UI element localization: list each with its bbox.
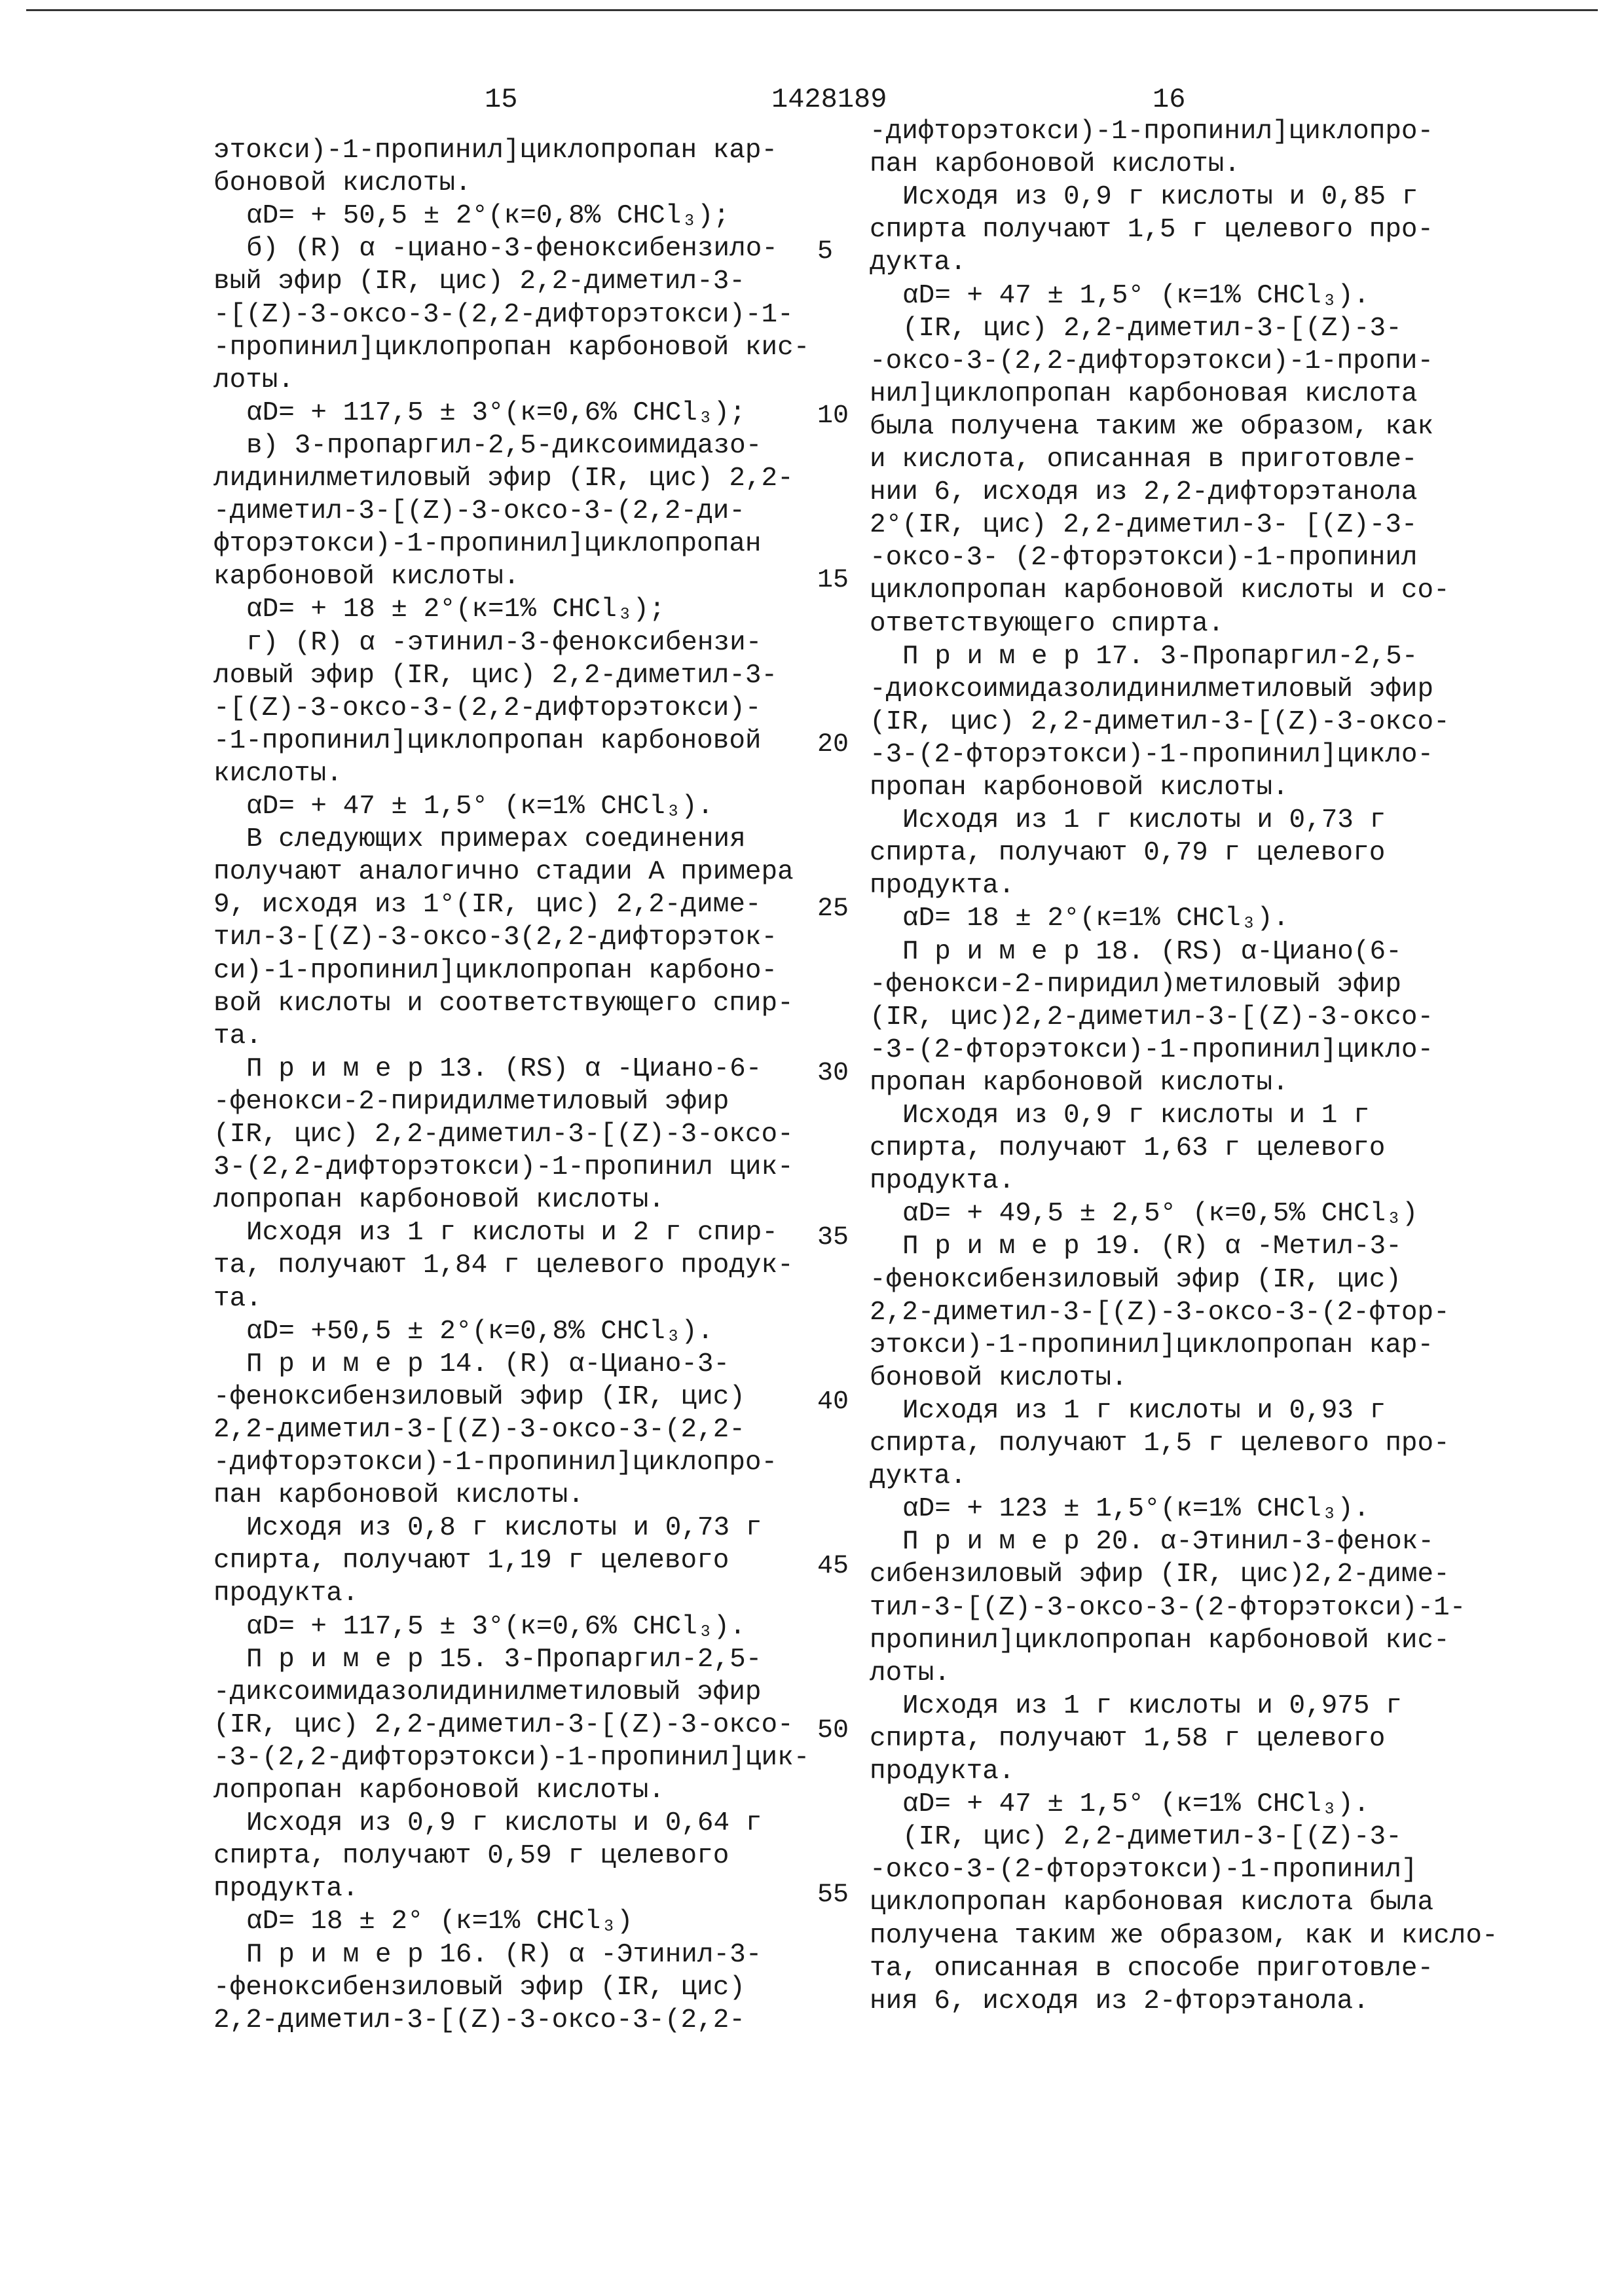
text-line: -1-пропинил]циклопропан карбоновой xyxy=(213,725,762,757)
text-line: ловый эфир (IR, цис) 2,2-диметил-3- xyxy=(213,659,777,692)
text-line: -диксоимидазолидинилметиловый эфир xyxy=(213,1676,762,1709)
text-line: -оксо-3- (2-фторэтокси)-1-пропинил xyxy=(870,541,1418,574)
text-line: была получена таким же образом, как xyxy=(870,410,1433,443)
text-line: та. xyxy=(213,1020,262,1053)
text-line: этокси)-1-пропинил]циклопропан кар- xyxy=(213,134,777,167)
text-line: та, получают 1,84 г целевого продук- xyxy=(213,1249,794,1282)
text-line: спирта, получают 1,58 г целевого xyxy=(870,1722,1385,1755)
text-line: пропинил]циклопропан карбоновой кис- xyxy=(870,1624,1450,1657)
text-line: αD= + 117,5 ± 3°(к=0,6% CHCl₃). xyxy=(246,1611,746,1643)
top-border xyxy=(26,9,1598,11)
text-line: αD= 18 ± 2°(к=1% CHCl₃). xyxy=(902,902,1289,935)
text-line: тил-3-[(Z)-3-оксо-3-(2-фторэтокси)-1- xyxy=(870,1592,1466,1624)
text-line: в) 3-пропаргил-2,5-диксоимидазо- xyxy=(246,429,762,462)
text-line: спирта, получают 1,19 г целевого xyxy=(213,1544,729,1577)
text-line: тил-3-[(Z)-3-оксо-3(2,2-дифторэток- xyxy=(213,921,777,954)
line-number: 25 xyxy=(817,894,849,924)
line-number: 55 xyxy=(817,1880,849,1910)
text-line: (IR, цис) 2,2-диметил-3-[(Z)-3-оксо- xyxy=(213,1709,794,1741)
text-line: вый эфир (IR, цис) 2,2-диметил-3- xyxy=(213,265,745,298)
text-line: 2°(IR, цис) 2,2-диметил-3- [(Z)-3- xyxy=(870,509,1418,541)
text-line: пропан карбоновой кислоты. xyxy=(870,1066,1289,1099)
text-line: пан карбоновой кислоты. xyxy=(870,148,1240,181)
text-line: 3-(2,2-дифторэтокси)-1-пропинил цик- xyxy=(213,1151,794,1184)
text-line: и кислота, описанная в приготовле- xyxy=(870,443,1418,476)
text-line: та, описанная в способе приготовле- xyxy=(870,1952,1433,1985)
text-line: нил]циклопропан карбоновая кислота xyxy=(870,378,1418,410)
text-line: Исходя из 1 г кислоты и 0,73 г xyxy=(902,804,1386,837)
line-number: 35 xyxy=(817,1223,849,1252)
text-line: карбоновой кислоты. xyxy=(213,560,519,593)
text-line: -3-(2,2-дифторэтокси)-1-пропинил]цик- xyxy=(213,1741,809,1774)
line-number: 15 xyxy=(817,566,849,595)
text-line: продукта. xyxy=(870,1165,1014,1197)
text-line: продукта. xyxy=(870,1755,1014,1788)
text-line: П р и м е р 17. 3-Пропаргил-2,5- xyxy=(902,640,1418,673)
text-line: αD= + 47 ± 1,5° (к=1% CHCl₃). xyxy=(246,790,714,823)
text-line: фторэтокси)-1-пропинил]циклопропан xyxy=(213,528,762,560)
text-line: 2,2-диметил-3-[(Z)-3-оксо-3-(2,2- xyxy=(213,2004,745,2037)
text-line: Исходя из 0,9 г кислоты и 0,64 г xyxy=(246,1807,762,1840)
text-line: лоты. xyxy=(870,1657,950,1690)
text-line: -оксо-3-(2,2-дифторэтокси)-1-пропи- xyxy=(870,345,1433,378)
text-line: Исходя из 1 г кислоты и 0,93 г xyxy=(902,1394,1386,1427)
text-line: та. xyxy=(213,1283,262,1315)
text-line: спирта, получают 0,79 г целевого xyxy=(870,837,1385,869)
page-number-left: 15 xyxy=(485,84,517,115)
text-line: продукта. xyxy=(213,1872,358,1905)
text-line: лоты. xyxy=(213,364,294,397)
text-line: вой кислоты и соответствующего спир- xyxy=(213,987,794,1020)
line-number: 5 xyxy=(817,237,833,266)
text-line: 9, исходя из 1°(IR, цис) 2,2-диме- xyxy=(213,888,762,921)
text-line: -диоксоимидазолидинилметиловый эфир xyxy=(870,673,1433,706)
text-line: αD= + 117,5 ± 3°(к=0,6% CHCl₃); xyxy=(246,397,746,429)
text-line: дукта. xyxy=(870,246,967,279)
text-line: этокси)-1-пропинил]циклопропан кар- xyxy=(870,1329,1433,1362)
text-line: -3-(2-фторэтокси)-1-пропинил]цикло- xyxy=(870,1034,1433,1066)
text-line: сибензиловый эфир (IR, цис)2,2-диме- xyxy=(870,1558,1450,1591)
text-line: спирта, получают 1,5 г целевого про- xyxy=(870,1427,1450,1460)
line-number: 10 xyxy=(817,401,849,431)
text-line: боновой кислоты. xyxy=(213,167,471,200)
text-line: (IR, цис) 2,2-диметил-3-[(Z)-3-оксо- xyxy=(870,706,1450,738)
text-line: αD= + 47 ± 1,5° (к=1% CHCl₃). xyxy=(902,280,1370,312)
text-line: -пропинил]циклопропан карбоновой кис- xyxy=(213,331,809,364)
text-line: Исходя из 0,9 г кислоты и 0,85 г xyxy=(902,181,1418,213)
text-line: лидинилметиловый эфир (IR, цис) 2,2- xyxy=(213,462,794,495)
text-line: αD= +50,5 ± 2°(к=0,8% CHCl₃). xyxy=(246,1315,714,1348)
text-line: αD= + 123 ± 1,5°(к=1% CHCl₃). xyxy=(902,1493,1370,1525)
text-line: г) (R) α -этинил-3-феноксибензи- xyxy=(246,627,762,659)
text-line: -дифторэтокси)-1-пропинил]циклопро- xyxy=(213,1446,777,1479)
text-line: П р и м е р 19. (R) α -Метил-3- xyxy=(902,1230,1402,1263)
text-line: -оксо-3-(2-фторэтокси)-1-пропинил] xyxy=(870,1853,1418,1886)
text-line: -[(Z)-3-оксо-3-(2,2-дифторэтокси)- xyxy=(213,692,762,725)
text-line: продукта. xyxy=(870,869,1014,902)
text-line: кислоты. xyxy=(213,757,342,790)
text-line: спирта, получают 0,59 г целевого xyxy=(213,1840,729,1872)
text-line: получают аналогично стадии А примера xyxy=(213,856,794,888)
text-line: дукта. xyxy=(870,1460,967,1493)
text-line: П р и м е р 15. 3-Пропаргил-2,5- xyxy=(246,1643,762,1676)
text-line: 2,2-диметил-3-[(Z)-3-оксо-3-(2-фтор- xyxy=(870,1296,1450,1329)
text-line: П р и м е р 14. (R) α-Циано-3- xyxy=(246,1348,729,1381)
text-line: ответствующего спирта. xyxy=(870,608,1224,640)
text-line: αD= 18 ± 2° (к=1% CHCl₃) xyxy=(246,1905,633,1938)
line-number: 50 xyxy=(817,1716,849,1745)
line-number: 40 xyxy=(817,1387,849,1417)
text-line: циклопропан карбоновой кислоты и со- xyxy=(870,574,1450,607)
text-line: -дифторэтокси)-1-пропинил]циклопро- xyxy=(870,115,1433,148)
text-line: спирта, получают 1,63 г целевого xyxy=(870,1132,1385,1165)
text-line: лопропан карбоновой кислоты. xyxy=(213,1184,665,1216)
text-line: продукта. xyxy=(213,1577,358,1610)
text-line: -3-(2-фторэтокси)-1-пропинил]цикло- xyxy=(870,738,1433,771)
text-line: нии 6, исходя из 2,2-дифторэтанола xyxy=(870,476,1418,509)
text-line: -феноксибензиловый эфир (IR, цис) xyxy=(213,1971,745,2004)
text-line: -феноксибензиловый эфир (IR, цис) xyxy=(213,1381,745,1413)
line-number: 45 xyxy=(817,1552,849,1581)
text-line: αD= + 49,5 ± 2,5° (к=0,5% CHCl₃) xyxy=(902,1197,1418,1230)
text-line: -фенокси-2-пиридилметиловый эфир xyxy=(213,1085,729,1118)
line-number: 20 xyxy=(817,730,849,759)
text-line: П р и м е р 20. α-Этинил-3-фенок- xyxy=(902,1525,1434,1558)
text-line: Исходя из 1 г кислоты и 2 г спир- xyxy=(246,1216,778,1249)
text-line: пан карбоновой кислоты. xyxy=(213,1479,584,1512)
text-line: -фенокси-2-пиридил)метиловый эфир xyxy=(870,968,1401,1001)
text-line: -феноксибензиловый эфир (IR, цис) xyxy=(870,1264,1401,1296)
text-line: лопропан карбоновой кислоты. xyxy=(213,1774,665,1807)
line-number: 30 xyxy=(817,1059,849,1088)
text-line: αD= + 18 ± 2°(к=1% CHCl₃); xyxy=(246,593,665,626)
text-line: -[(Z)-3-оксо-3-(2,2-дифторэтокси)-1- xyxy=(213,299,794,331)
text-line: αD= + 47 ± 1,5° (к=1% CHCl₃). xyxy=(902,1788,1370,1821)
text-line: спирта получают 1,5 г целевого про- xyxy=(870,213,1433,246)
text-line: αD= + 50,5 ± 2°(к=0,8% CHCl₃); xyxy=(246,200,729,232)
page-number-right: 16 xyxy=(1153,84,1185,115)
text-line: си)-1-пропинил]циклопропан карбоно- xyxy=(213,955,777,987)
text-line: циклопропан карбоновая кислота была xyxy=(870,1886,1433,1919)
patent-number: 1428189 xyxy=(771,84,887,115)
text-line: П р и м е р 16. (R) α -Этинил-3- xyxy=(246,1939,762,1971)
text-line: ния 6, исходя из 2-фторэтанола. xyxy=(870,1985,1369,2018)
text-line: Исходя из 0,9 г кислоты и 1 г xyxy=(902,1099,1370,1132)
text-line: получена таким же образом, как и кисло- xyxy=(870,1920,1498,1952)
text-line: П р и м е р 13. (RS) α -Циано-6- xyxy=(246,1053,762,1085)
text-line: б) (R) α -циано-3-феноксибензило- xyxy=(246,232,778,265)
text-line: (IR, цис) 2,2-диметил-3-[(Z)-3- xyxy=(902,312,1402,345)
text-line: Исходя из 1 г кислоты и 0,975 г xyxy=(902,1690,1402,1722)
text-line: (IR, цис) 2,2-диметил-3-[(Z)-3- xyxy=(902,1821,1402,1853)
text-line: пропан карбоновой кислоты. xyxy=(870,771,1289,804)
text-line: -диметил-3-[(Z)-3-оксо-3-(2,2-ди- xyxy=(213,495,745,528)
text-line: 2,2-диметил-3-[(Z)-3-оксо-3-(2,2- xyxy=(213,1413,745,1446)
text-line: (IR, цис)2,2-диметил-3-[(Z)-3-оксо- xyxy=(870,1001,1433,1034)
text-line: Исходя из 0,8 г кислоты и 0,73 г xyxy=(246,1512,762,1544)
text-line: В следующих примерах соединения xyxy=(246,823,746,856)
text-line: П р и м е р 18. (RS) α-Циано(6- xyxy=(902,936,1402,968)
text-line: (IR, цис) 2,2-диметил-3-[(Z)-3-оксо- xyxy=(213,1118,794,1151)
text-line: боновой кислоты. xyxy=(870,1362,1128,1394)
